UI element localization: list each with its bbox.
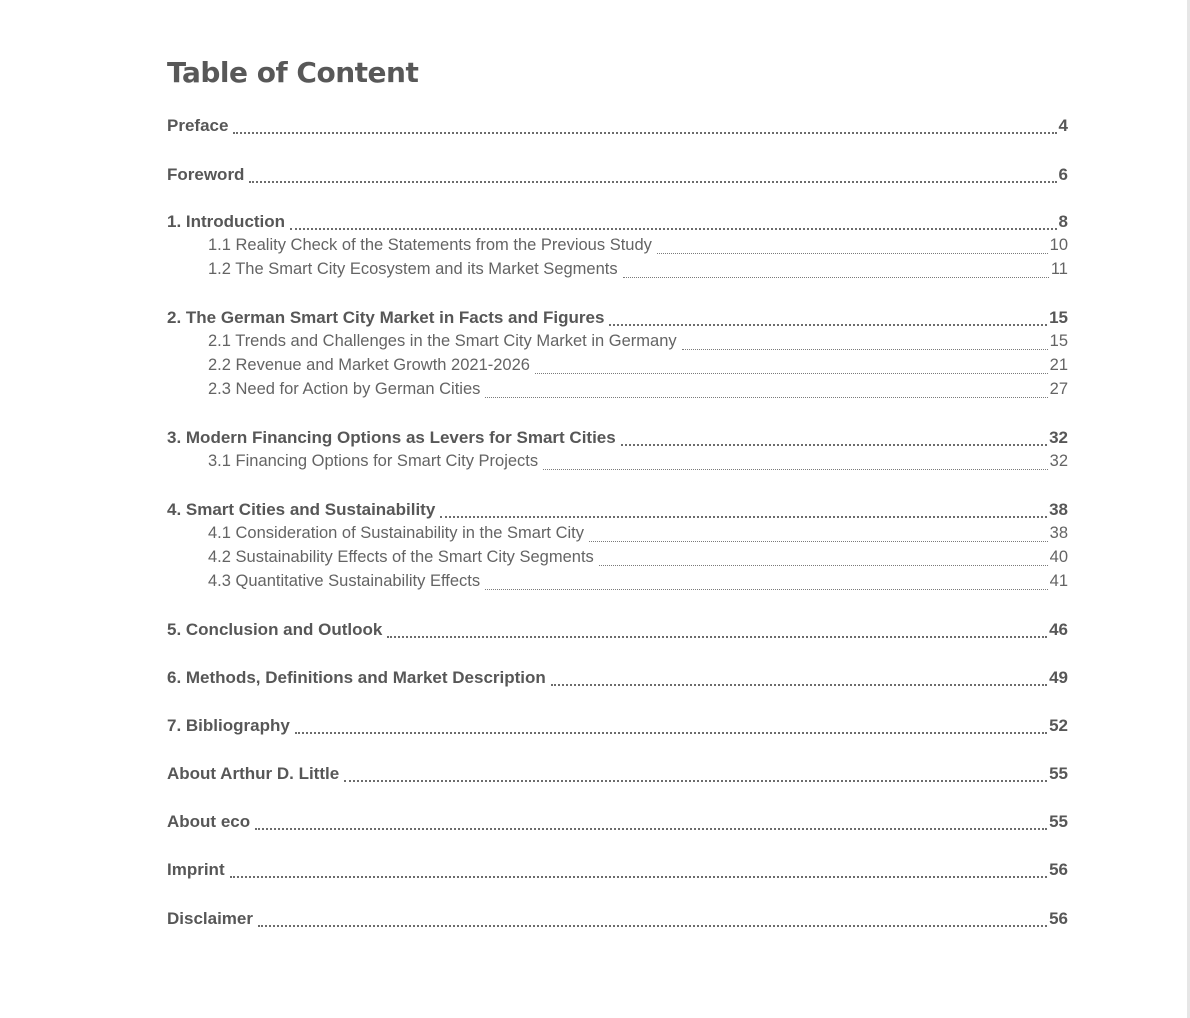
dot-leader	[233, 132, 1056, 134]
dot-leader	[682, 349, 1048, 350]
toc-entry-label: About eco	[167, 812, 251, 831]
toc-entry-2-1[interactable]	[208, 332, 1068, 356]
toc-entry-1-2[interactable]	[208, 260, 1068, 284]
toc-entry-page: 38	[1049, 524, 1068, 542]
dot-leader	[295, 732, 1047, 734]
dot-leader	[599, 565, 1048, 566]
toc-entry-label: 6. Methods, Definitions and Market Description	[167, 668, 546, 687]
toc-entry-label: 2.3 Need for Action by German Cities	[208, 380, 481, 398]
toc-entry-label: 1.1 Reality Check of the Statements from the Previous Study	[208, 236, 652, 254]
toc-entry-page: 21	[1049, 356, 1068, 374]
toc-entry-page: 56	[1049, 909, 1068, 928]
toc-entry-1-1[interactable]	[208, 236, 1068, 260]
toc-entry-page: 11	[1050, 260, 1068, 278]
dot-leader	[440, 516, 1047, 518]
toc-entry-foreword[interactable]	[167, 165, 1068, 189]
toc-entry-label: 2.1 Trends and Challenges in the Smart City Market in Germany	[208, 332, 677, 350]
toc-entry-page: 32	[1049, 452, 1068, 470]
toc-entry-label: 2.2 Revenue and Market Growth 2021-2026	[208, 356, 530, 374]
dot-leader	[535, 373, 1048, 374]
dot-leader	[344, 780, 1047, 782]
toc-entry-label: 4.1 Consideration of Sustainability in the Smart City	[208, 524, 585, 542]
toc-entry-introduction[interactable]	[167, 212, 1068, 236]
toc-entry-3-1[interactable]	[208, 452, 1068, 476]
toc-entry-chapter-6[interactable]	[167, 668, 1068, 692]
dot-leader	[258, 925, 1047, 927]
toc-entry-label: Foreword	[167, 165, 245, 184]
toc-entry-page: 49	[1049, 668, 1068, 687]
toc-entry-label: 5. Conclusion and Outlook	[167, 620, 383, 639]
dot-leader	[249, 181, 1056, 183]
toc-entry-page: 4	[1058, 116, 1068, 135]
toc-entry-label: 3.1 Financing Options for Smart City Projects	[208, 452, 539, 470]
toc-entry-label: 1.2 The Smart City Ecosystem and its Market Segments	[208, 260, 618, 278]
toc-entry-chapter-2[interactable]	[167, 308, 1068, 332]
toc-entry-page: 15	[1049, 332, 1068, 350]
toc-entry-label: Preface	[167, 116, 229, 135]
toc-entry-chapter-3[interactable]	[167, 428, 1068, 452]
toc-entry-page: 46	[1049, 620, 1068, 639]
toc-entry-label: 2. The German Smart City Market in Facts and Figures	[167, 308, 605, 327]
dot-leader	[290, 228, 1056, 230]
toc-entry-about-arthur-d-little[interactable]	[167, 764, 1068, 788]
toc-entry-about-eco[interactable]	[167, 812, 1068, 836]
toc-entry-label: 4. Smart Cities and Sustainability	[167, 500, 436, 519]
dot-leader	[255, 828, 1047, 830]
dot-leader	[621, 444, 1047, 446]
dot-leader	[657, 253, 1048, 254]
page-title: Table of Content	[167, 56, 419, 89]
toc-entry-label: 4.2 Sustainability Effects of the Smart City Segments	[208, 548, 594, 566]
toc-entry-label: Imprint	[167, 860, 225, 879]
toc-entry-page: 52	[1049, 716, 1068, 735]
toc-entry-page: 6	[1058, 165, 1068, 184]
dot-leader	[485, 589, 1048, 590]
toc-entry-preface[interactable]	[167, 116, 1068, 140]
toc-entry-2-3[interactable]	[208, 380, 1068, 404]
toc-entry-2-2[interactable]	[208, 356, 1068, 380]
toc-entry-page: 27	[1049, 380, 1068, 398]
dot-leader	[589, 541, 1048, 542]
dot-leader	[609, 324, 1047, 326]
toc-entry-label: 7. Bibliography	[167, 716, 290, 735]
toc-entry-4-3[interactable]	[208, 572, 1068, 596]
dot-leader	[230, 876, 1047, 878]
toc-entry-4-2[interactable]	[208, 548, 1068, 572]
dot-leader	[543, 469, 1048, 470]
toc-entry-page: 55	[1049, 812, 1068, 831]
toc-entry-label: 4.3 Quantitative Sustainability Effects	[208, 572, 481, 590]
toc-entry-label: Disclaimer	[167, 909, 253, 928]
toc-entry-page: 38	[1049, 500, 1068, 519]
toc-entry-label: About Arthur D. Little	[167, 764, 340, 783]
toc-entry-imprint[interactable]	[167, 860, 1068, 884]
dot-leader	[387, 636, 1047, 638]
toc-entry-page: 55	[1049, 764, 1068, 783]
toc-entry-label: 1. Introduction	[167, 212, 286, 231]
dot-leader	[485, 397, 1047, 398]
dot-leader	[623, 277, 1049, 278]
dot-leader	[551, 684, 1047, 686]
toc-entry-chapter-7[interactable]	[167, 716, 1068, 740]
toc-entry-page: 8	[1058, 212, 1068, 231]
toc-entry-4-1[interactable]	[208, 524, 1068, 548]
toc-entry-page: 10	[1049, 236, 1068, 254]
toc-entry-disclaimer[interactable]	[167, 909, 1068, 933]
toc-entry-chapter-5[interactable]	[167, 620, 1068, 644]
toc-entry-chapter-4[interactable]	[167, 500, 1068, 524]
toc-entry-page: 15	[1049, 308, 1068, 327]
toc-entry-label: 3. Modern Financing Options as Levers for Smart Cities	[167, 428, 616, 447]
toc-entry-page: 32	[1049, 428, 1068, 447]
toc-entry-page: 41	[1049, 572, 1068, 590]
toc-entry-page: 56	[1049, 860, 1068, 879]
toc-entry-page: 40	[1049, 548, 1068, 566]
